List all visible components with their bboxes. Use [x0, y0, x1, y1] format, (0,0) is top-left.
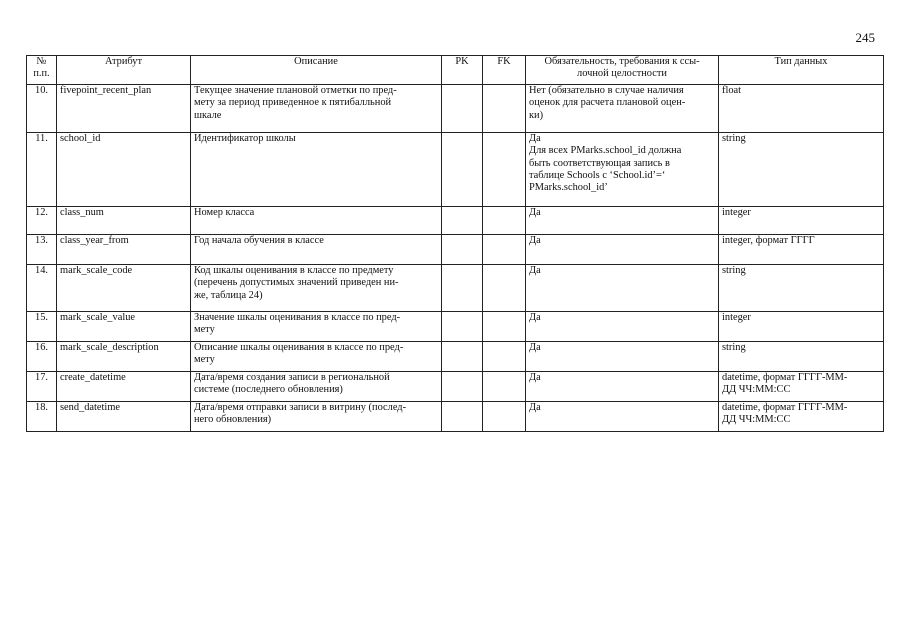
- datatype-cell-line: integer: [722, 207, 751, 218]
- attribute-cell: class_year_from: [57, 235, 191, 265]
- description-cell-line: мету за период приведенное к пятибалльной: [194, 97, 392, 109]
- row-number-cell: 14.: [27, 265, 57, 312]
- description-cell: [191, 312, 442, 342]
- datatype-cell-line: integer, формат ГГГГ: [722, 235, 815, 246]
- datatype-cell-line: integer: [722, 312, 751, 323]
- datatype-cell: [719, 85, 884, 133]
- fk-cell: [483, 402, 526, 432]
- description-cell-line: Номер класса: [194, 207, 255, 218]
- description-cell-line: него обновления): [194, 414, 272, 426]
- pk-cell: [442, 312, 483, 342]
- header-num-line: №: [36, 56, 47, 67]
- table-row: [27, 402, 884, 432]
- table-body: [27, 85, 884, 432]
- datatype-cell-line: string: [722, 265, 746, 276]
- fk-cell: [483, 312, 526, 342]
- datatype-cell-line: datetime, формат ГГГГ-ММ-: [722, 372, 848, 383]
- pk-cell: [442, 265, 483, 312]
- requirement-cell: [526, 85, 719, 133]
- requirement-cell: [526, 342, 719, 372]
- requirement-cell: [526, 372, 719, 402]
- header-fk: FK: [483, 56, 526, 85]
- datatype-cell-line: ДД ЧЧ:ММ:СС: [722, 414, 791, 426]
- requirement-cell-line: Да: [529, 312, 541, 323]
- row-number-cell: 15.: [27, 312, 57, 342]
- datatype-cell: [719, 402, 884, 432]
- row-number-cell: 16.: [27, 342, 57, 372]
- pk-cell: [442, 133, 483, 207]
- description-cell-line: Идентификатор школы: [194, 133, 296, 144]
- description-cell: [191, 207, 442, 235]
- requirement-cell-line: Для всех PMarks.school_id должна: [529, 145, 682, 157]
- row-number-cell: 11.: [27, 133, 57, 207]
- requirement-cell-line: Да: [529, 207, 541, 218]
- pk-cell: [442, 342, 483, 372]
- row-number-cell: 17.: [27, 372, 57, 402]
- attribute-cell: send_datetime: [57, 402, 191, 432]
- header-num: [27, 56, 57, 85]
- fk-cell: [483, 235, 526, 265]
- datatype-cell: [719, 133, 884, 207]
- requirement-cell-line: Да: [529, 342, 541, 353]
- attribute-cell: create_datetime: [57, 372, 191, 402]
- requirement-cell: [526, 207, 719, 235]
- description-cell-line: Код шкалы оценивания в классе по предмету: [194, 265, 394, 276]
- requirement-cell-line: Да: [529, 133, 541, 144]
- description-cell: [191, 265, 442, 312]
- description-cell-line: Текущее значение плановой отметки по пред-: [194, 85, 397, 96]
- description-cell-line: мету: [194, 354, 215, 366]
- attribute-cell: mark_scale_description: [57, 342, 191, 372]
- requirement-cell: [526, 133, 719, 207]
- datatype-cell: [719, 342, 884, 372]
- fk-cell: [483, 133, 526, 207]
- datatype-cell-line: string: [722, 133, 746, 144]
- pk-cell: [442, 235, 483, 265]
- requirement-cell-line: оценок для расчета плановой оцен-: [529, 97, 686, 109]
- requirement-cell-line: PMarks.school_id’: [529, 182, 608, 194]
- attribute-cell: mark_scale_value: [57, 312, 191, 342]
- attribute-cell: mark_scale_code: [57, 265, 191, 312]
- datatype-cell-line: datetime, формат ГГГГ-ММ-: [722, 402, 848, 413]
- requirement-cell-line: Да: [529, 235, 541, 246]
- pk-cell: [442, 85, 483, 133]
- table-row: [27, 207, 884, 235]
- datatype-cell: [719, 207, 884, 235]
- row-number-cell: 18.: [27, 402, 57, 432]
- datatype-cell: [719, 312, 884, 342]
- fk-cell: [483, 207, 526, 235]
- row-number-cell: 12.: [27, 207, 57, 235]
- description-cell-line: же, таблица 24): [194, 289, 263, 301]
- header-description: Описание: [191, 56, 442, 85]
- requirement-cell-line: Да: [529, 372, 541, 383]
- table-row: [27, 133, 884, 207]
- table-row: [27, 85, 884, 133]
- requirement-cell: [526, 312, 719, 342]
- pk-cell: [442, 402, 483, 432]
- fk-cell: [483, 372, 526, 402]
- row-number-cell: 10.: [27, 85, 57, 133]
- description-cell: [191, 372, 442, 402]
- requirement-cell-line: таблице Schools с ‘School.id’=‘: [529, 169, 666, 181]
- description-cell-line: Описание шкалы оценивания в классе по пред-: [194, 342, 404, 353]
- pk-cell: [442, 207, 483, 235]
- attributes-table: [26, 55, 884, 432]
- description-cell: [191, 133, 442, 207]
- table-row: [27, 265, 884, 312]
- row-number-cell: 13.: [27, 235, 57, 265]
- datatype-cell: [719, 235, 884, 265]
- description-cell: [191, 235, 442, 265]
- datatype-cell: [719, 265, 884, 312]
- requirement-cell-line: Да: [529, 402, 541, 413]
- table-row: [27, 342, 884, 372]
- table-row: [27, 372, 884, 402]
- fk-cell: [483, 85, 526, 133]
- fk-cell: [483, 265, 526, 312]
- requirement-cell-line: ки): [529, 109, 544, 121]
- description-cell-line: (перечень допустимых значений приведен ни-: [194, 277, 399, 289]
- datatype-cell: [719, 372, 884, 402]
- attribute-cell: class_num: [57, 207, 191, 235]
- header-requirement-line: Обязательность, требования к ссы-: [544, 56, 700, 67]
- description-cell-line: Год начала обучения в классе: [194, 235, 324, 246]
- description-cell: [191, 402, 442, 432]
- attribute-cell: fivepoint_recent_plan: [57, 85, 191, 133]
- requirement-cell: [526, 265, 719, 312]
- header-pk: PK: [442, 56, 483, 85]
- description-cell: [191, 85, 442, 133]
- pk-cell: [442, 372, 483, 402]
- datatype-cell-line: float: [722, 85, 742, 96]
- description-cell-line: Дата/время создания записи в региональной: [194, 372, 390, 383]
- requirement-cell: [526, 402, 719, 432]
- header-attribute: Атрибут: [57, 56, 191, 85]
- header-requirement-line: лочной целостности: [577, 68, 667, 80]
- description-cell-line: шкале: [194, 109, 222, 121]
- description-cell-line: системе (последнего обновления): [194, 384, 343, 396]
- description-cell-line: Значение шкалы оценивания в классе по пред-: [194, 312, 401, 323]
- header-datatype: Тип данных: [719, 56, 884, 85]
- table-row: [27, 235, 884, 265]
- requirement-cell-line: быть соответствующая запись в: [529, 157, 670, 169]
- description-cell-line: мету: [194, 324, 215, 336]
- datatype-cell-line: string: [722, 342, 746, 353]
- header-num-line: п.п.: [33, 68, 50, 80]
- description-cell: [191, 342, 442, 372]
- table-row: [27, 312, 884, 342]
- header-requirement: [526, 56, 719, 85]
- attribute-cell: school_id: [57, 133, 191, 207]
- table-header-row: [27, 56, 884, 85]
- page-number: 245: [855, 30, 875, 45]
- datatype-cell-line: ДД ЧЧ:ММ:СС: [722, 384, 791, 396]
- requirement-cell-line: Да: [529, 265, 541, 276]
- requirement-cell: [526, 235, 719, 265]
- requirement-cell-line: Нет (обязательно в случае наличия: [529, 85, 684, 96]
- description-cell-line: Дата/время отправки записи в витрину (послед-: [194, 402, 407, 413]
- fk-cell: [483, 342, 526, 372]
